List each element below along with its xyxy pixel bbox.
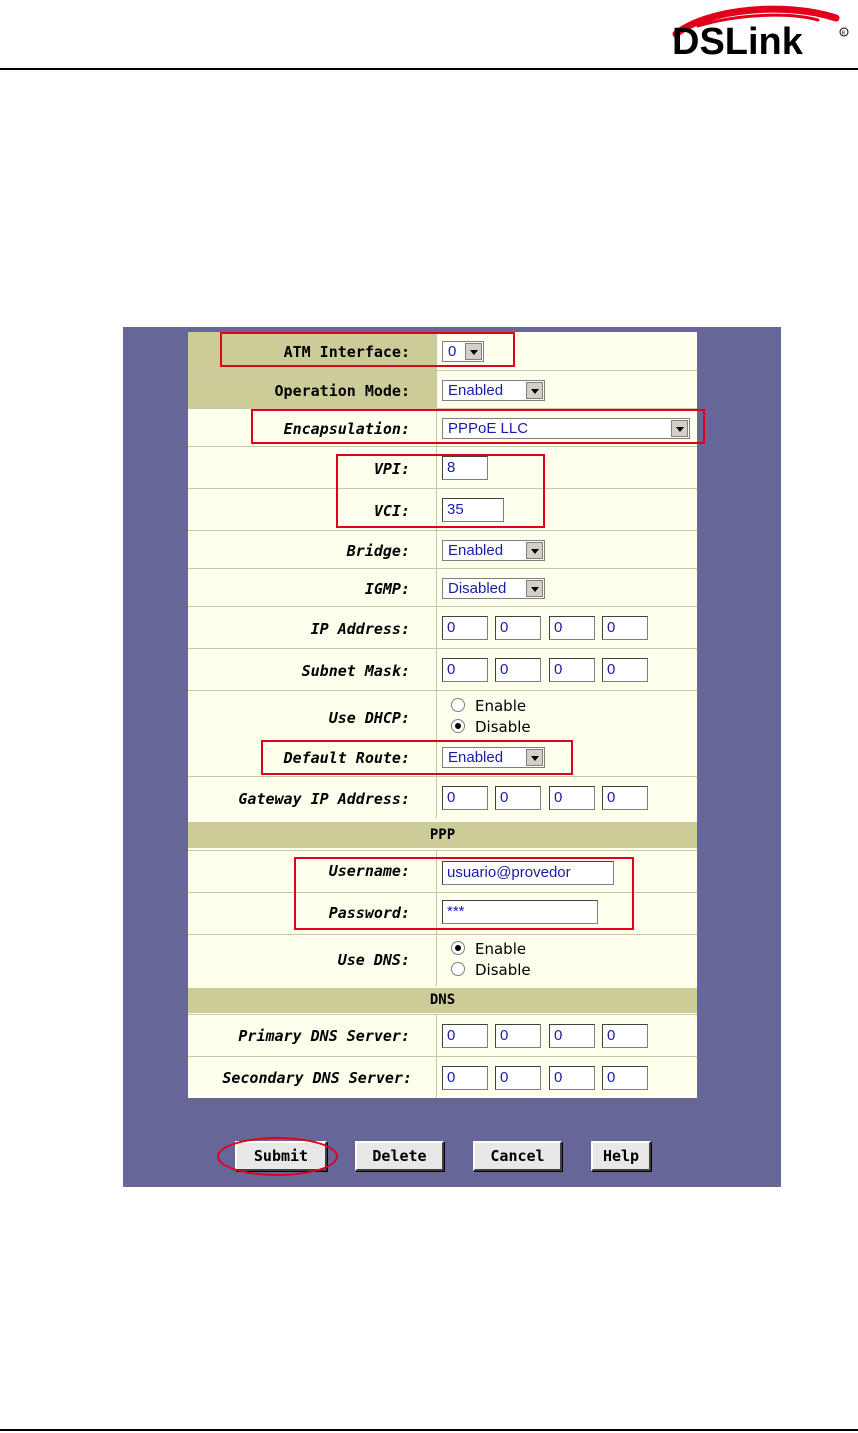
bridge-row [188, 530, 697, 568]
secondary-dns-octet-3[interactable]: 0 [549, 1066, 595, 1090]
delete-button[interactable]: Delete [355, 1141, 444, 1171]
operation-mode-select[interactable]: Enabled [442, 380, 545, 401]
highlight-submit [217, 1137, 338, 1176]
header-rule [0, 68, 858, 70]
use-dns-label: Use DNS: [337, 951, 410, 969]
footer-rule [0, 1429, 858, 1431]
secondary-dns-octet-4[interactable]: 0 [602, 1066, 648, 1090]
use-dns-row [188, 934, 697, 986]
primary-dns-octet-2[interactable]: 0 [495, 1024, 541, 1048]
subnet-mask-label: Subnet Mask: [301, 662, 410, 680]
atm-interface-select[interactable]: 0 [442, 341, 484, 362]
username-label: Username: [328, 862, 410, 880]
subnet-mask-octet-2[interactable]: 0 [495, 658, 541, 682]
submit-button[interactable]: Submit [235, 1141, 327, 1171]
default-route-label: Default Route: [283, 749, 410, 767]
radio-checked-icon[interactable] [451, 719, 465, 733]
default-route-select[interactable]: Enabled [442, 747, 545, 768]
chevron-down-icon [526, 580, 543, 597]
dhcp-disable-option[interactable]: Disable [451, 718, 531, 736]
ip-address-octet-4[interactable]: 0 [602, 616, 648, 640]
gateway-ip-label: Gateway IP Address: [238, 790, 410, 808]
primary-dns-octet-4[interactable]: 0 [602, 1024, 648, 1048]
help-button[interactable]: Help [591, 1141, 651, 1171]
highlight-default-route [261, 740, 573, 775]
cancel-button[interactable]: Cancel [473, 1141, 562, 1171]
password-input[interactable]: *** [442, 900, 598, 924]
secondary-dns-octet-2[interactable]: 0 [495, 1066, 541, 1090]
subnet-mask-octet-3[interactable]: 0 [549, 658, 595, 682]
dns-section-title: DNS [188, 988, 697, 1013]
subnet-mask-octet-4[interactable]: 0 [602, 658, 648, 682]
operation-mode-row [188, 370, 697, 408]
ip-address-octet-2[interactable]: 0 [495, 616, 541, 640]
gateway-ip-octet-4[interactable]: 0 [602, 786, 648, 810]
highlight-atm-interface [220, 332, 515, 367]
igmp-label: IGMP: [364, 580, 410, 598]
bridge-select[interactable]: Enabled [442, 540, 545, 561]
primary-dns-row [188, 1014, 697, 1056]
vci-label: VCI: [373, 502, 410, 520]
gateway-ip-octet-3[interactable]: 0 [549, 786, 595, 810]
subnet-mask-octet-1[interactable]: 0 [442, 658, 488, 682]
primary-dns-octet-1[interactable]: 0 [442, 1024, 488, 1048]
secondary-dns-row [188, 1056, 697, 1098]
vpi-input[interactable]: 8 [442, 456, 488, 480]
chevron-down-icon [526, 542, 543, 559]
encapsulation-label: Encapsulation: [283, 420, 410, 438]
dhcp-enable-option[interactable]: Enable [451, 697, 526, 715]
dns-enable-option[interactable]: Enable [451, 940, 526, 958]
radio-checked-icon[interactable] [451, 941, 465, 955]
igmp-select[interactable]: Disabled [442, 578, 545, 599]
vpi-label: VPI: [373, 460, 410, 478]
dslink-logo [668, 4, 852, 60]
primary-dns-label: Primary DNS Server: [238, 1027, 410, 1045]
password-label: Password: [328, 904, 410, 922]
wan-config-form [188, 332, 697, 1098]
radio-unchecked-icon[interactable] [451, 698, 465, 712]
radio-unchecked-icon[interactable] [451, 962, 465, 976]
ppp-section-title: PPP [188, 822, 697, 848]
dslink-logo-text: DSLink [672, 21, 803, 60]
highlight-vpi-vci [336, 454, 545, 528]
bridge-label: Bridge: [346, 542, 410, 560]
svg-text:R: R [841, 30, 846, 37]
ip-address-octet-3[interactable]: 0 [549, 616, 595, 640]
atm-interface-label: ATM Interface: [283, 343, 410, 361]
ip-address-label: IP Address: [310, 620, 410, 638]
dns-disable-option[interactable]: Disable [451, 961, 531, 979]
encapsulation-select[interactable]: PPPoE LLC [442, 418, 690, 439]
secondary-dns-label: Secondary DNS Server: [222, 1069, 412, 1087]
gateway-ip-octet-2[interactable]: 0 [495, 786, 541, 810]
use-dhcp-label: Use DHCP: [328, 709, 410, 727]
ip-address-octet-1[interactable]: 0 [442, 616, 488, 640]
chevron-down-icon [526, 382, 543, 399]
ip-address-row [188, 606, 697, 648]
primary-dns-octet-3[interactable]: 0 [549, 1024, 595, 1048]
highlight-encapsulation [251, 409, 705, 444]
igmp-row [188, 568, 697, 606]
secondary-dns-octet-1[interactable]: 0 [442, 1066, 488, 1090]
subnet-mask-row [188, 648, 697, 690]
operation-mode-label: Operation Mode: [274, 382, 410, 400]
gateway-ip-row [188, 776, 697, 818]
highlight-username-password [294, 857, 634, 930]
username-input[interactable]: usuario@provedor [442, 861, 614, 885]
vci-input[interactable]: 35 [442, 498, 504, 522]
gateway-ip-octet-1[interactable]: 0 [442, 786, 488, 810]
